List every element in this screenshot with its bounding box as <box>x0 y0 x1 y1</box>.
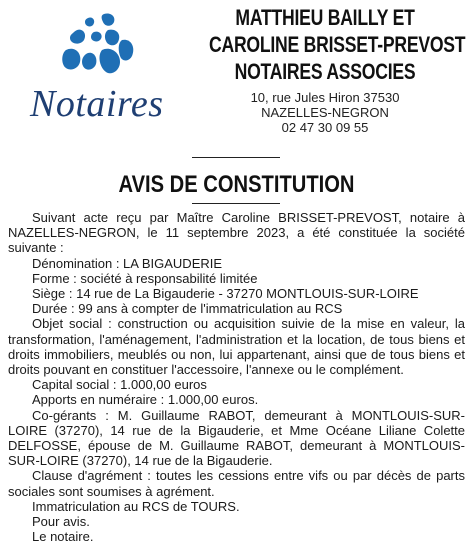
paragraph-objet-social: Objet social : construction ou acquisition suivie de la mise en valeur, la transformation, l'aménagement, l'administration et la location, de tous biens et droits immobiliers, meublés ou non, lui appartenant, ainsi que de tous biens et droits pouvant en constituer l'accessoire, l'annexe ou le complément. <box>8 316 465 378</box>
paragraph-denomination: Dénomination : LA BIGAUDERIE <box>32 255 223 271</box>
paragraph-apports: Apports en numéraire : 1.000,00 euros. <box>32 392 259 408</box>
paragraph-signature: Le notaire. <box>32 529 94 544</box>
divider-bottom <box>192 203 280 204</box>
notaires-logo <box>22 10 182 125</box>
address-city: NAZELLES-NEGRON <box>261 105 389 120</box>
paragraph-siege: Siège : 14 rue de La Bigauderie - 37270 MONTLOUIS-SUR-LOIRE <box>32 286 419 302</box>
marianne-emblem-icon <box>60 10 140 84</box>
paragraph-cogerants: Co-gérants : M. Guillaume RABOT, demeurant à MONTLOUIS-SUR-LOIRE (37270), 14 rue de la Bigauderie, et Mme Océane Liliane Colette DELFOSSE, épouse de M. Guillaume RABOT, demeurant à MONTLOUIS-SUR-LOIRE (37270), 14 rue de la Bigauderie. <box>8 407 465 469</box>
divider-top <box>192 157 280 158</box>
firm-name-line-2: CAROLINE BRISSET-PREVOST <box>209 32 466 57</box>
paragraph-agrement: Clause d'agrément : toutes les cessions entre vifs ou par décès de parts sociales sont soumises à agrément. <box>8 468 465 499</box>
paragraph-pour-avis: Pour avis. <box>32 514 90 530</box>
paragraph-capital: Capital social : 1.000,00 euros <box>32 377 207 393</box>
paragraph-immatriculation: Immatriculation au RCS de TOURS. <box>32 498 240 514</box>
paragraph-duree: Durée : 99 ans à compter de l'immatriculation au RCS <box>32 301 343 317</box>
firm-name-line-3: NOTAIRES ASSOCIES <box>234 59 416 84</box>
paragraph-intro: Suivant acte reçu par Maître Caroline BRISSET-PREVOST, notaire à NAZELLES-NEGRON, le 11 septembre 2023, a été constituée la société suivante : <box>8 210 465 256</box>
firm-address-block <box>195 90 455 135</box>
address-phone: 02 47 30 09 55 <box>281 120 369 135</box>
firm-name-line-1: MATTHIEU BAILLY ET <box>235 5 415 30</box>
logo-wordmark: Notaires <box>30 83 164 125</box>
notice-body <box>8 210 465 544</box>
firm-name-block <box>180 4 470 85</box>
address-street: 10, rue Jules Hiron 37530 <box>250 90 400 105</box>
notice-title: AVIS DE CONSTITUTION <box>118 171 355 198</box>
paragraph-forme: Forme : société à responsabilité limitée <box>32 270 258 286</box>
